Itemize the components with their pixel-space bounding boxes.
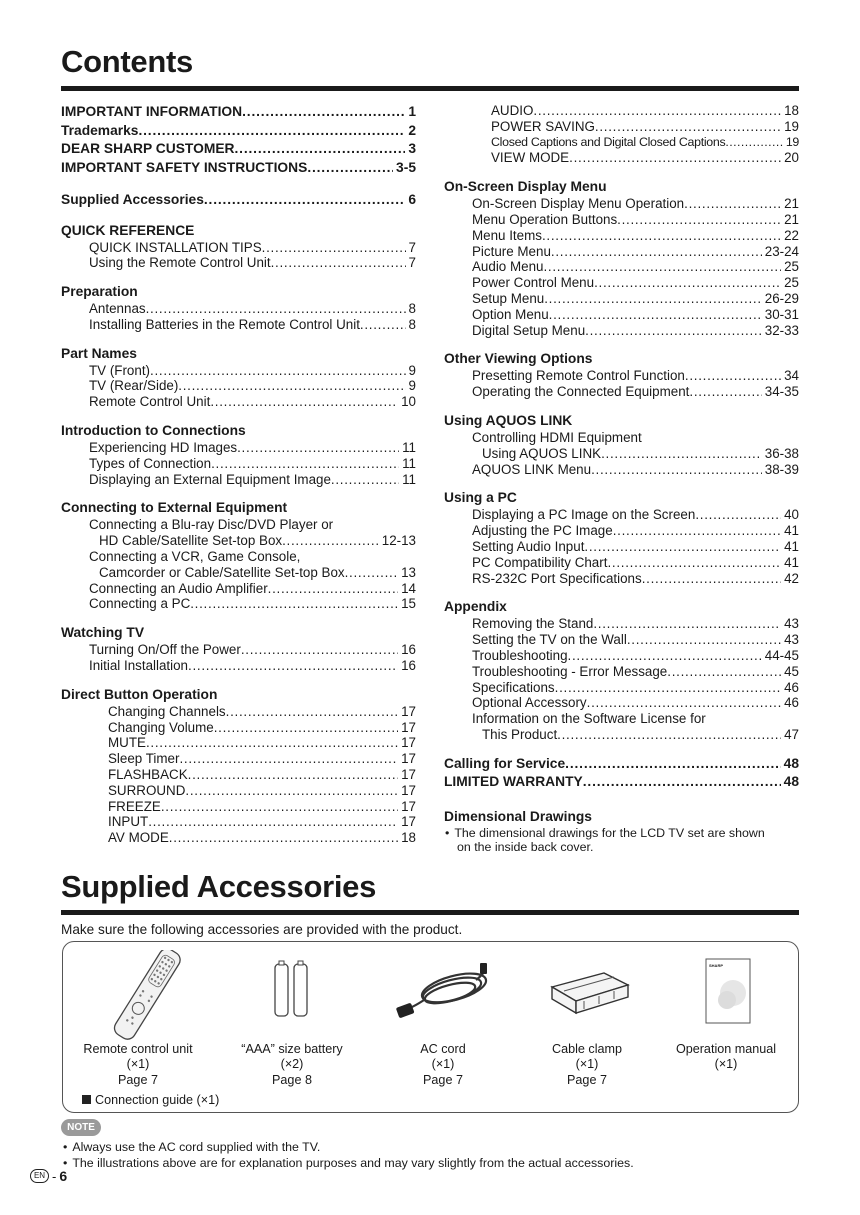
toc-section-heading: Dimensional Drawings [444,808,592,824]
toc-entry[interactable]: Specifications . . . 46 [472,680,799,696]
square-bullet-icon [82,1095,91,1104]
toc-entry[interactable]: Types of Connection . . . 11 [89,456,416,472]
toc-entry[interactable]: Camcorder or Cable/Satellite Set-top Box . . . 13 [89,565,416,581]
toc-entry[interactable]: Option Menu . . . 30-31 [472,307,799,323]
toc-entry[interactable]: Setting Audio Input . . . 41 [472,539,799,555]
connection-guide: Connection guide (×1) [82,1093,219,1107]
toc-section-heading: Using a PC [444,490,517,506]
toc-entry[interactable]: Setting the TV on the Wall . . . 43 [472,632,799,648]
toc-entry-line: Connecting a VCR, Game Console, [89,549,301,565]
accessory-manual: Operation manual (×1) [675,1042,777,1072]
toc-entry[interactable]: Power Control Menu . . . 25 [472,275,799,291]
toc-section-heading: QUICK REFERENCE [61,222,195,238]
toc-entry-line: Controlling HDMI Equipment [472,429,642,445]
toc-entry[interactable]: Initial Installation . . . 16 [89,658,416,674]
toc-entry[interactable]: Turning On/Off the Power . . . 16 [89,642,416,658]
toc-entry[interactable]: Audio Menu . . . 25 [472,259,799,275]
toc-entry[interactable]: Troubleshooting . . . 44-45 [472,648,799,664]
toc-section-heading: Using AQUOS LINK [444,412,573,428]
toc-top-entries [61,103,416,177]
dimensional-note-cont: on the inside back cover. [457,840,594,855]
toc-section-heading: Connecting to External Equipment [61,500,288,516]
cable-clamp-icon [544,965,634,1020]
toc-entry[interactable]: Setup Menu . . . 26-29 [472,291,799,307]
toc-entry[interactable]: Digital Setup Menu . . . 32-33 [472,323,799,339]
toc-entry[interactable]: On-Screen Display Menu Operation . . . 21 [472,196,799,212]
toc-entry-line: Connecting a Blu-ray Disc/DVD Player or [89,517,334,533]
toc-entry[interactable]: TV (Front) . . . 9 [89,363,416,379]
accessory-battery: “AAA” size battery (×2) Page 8 [241,1042,343,1087]
toc-entry[interactable]: IMPORTANT SAFETY INSTRUCTIONS . . . 3-5 [61,159,416,178]
toc-entry[interactable]: Presetting Remote Control Function . . . 34 [472,368,799,384]
toc-section-heading: Introduction to Connections [61,423,246,439]
toc-entry[interactable]: PC Compatibility Chart . . . 41 [472,555,799,571]
manual-logo: SHARP [709,963,724,968]
toc-section-heading: Watching TV [61,625,145,641]
toc-entry[interactable]: Adjusting the PC Image . . . 41 [472,523,799,539]
toc-entry[interactable]: LIMITED WARRANTY . . . 48 [444,773,799,792]
language-badge: EN [30,1169,49,1183]
toc-entry[interactable]: DEAR SHARP CUSTOMER . . . 3 [61,140,416,159]
toc-entry[interactable]: MUTE . . . 17 [108,735,416,751]
footer-separator: - [52,1168,57,1184]
toc-entry[interactable]: Sleep Timer . . . 17 [108,751,416,767]
page-number: 6 [59,1168,68,1184]
toc-entry[interactable]: HD Cable/Satellite Set-top Box . . . 12-13 [89,533,416,549]
ac-cord-icon [394,960,490,1025]
toc-entry[interactable]: Changing Channels . . . 17 [108,704,416,720]
contents-title: Contents [61,44,193,79]
toc-entry[interactable]: Picture Menu . . . 23-24 [472,244,799,260]
toc-entry[interactable]: AQUOS LINK Menu . . . 38-39 [472,462,799,478]
toc-entry[interactable]: Trademarks . . . 2 [61,122,416,141]
toc-right-column [444,103,799,855]
toc-entry[interactable]: AUDIO . . . 18 [491,103,799,119]
toc-entry[interactable]: AV MODE . . . 18 [108,830,416,846]
toc-entry[interactable]: Displaying an External Equipment Image . . . 11 [89,472,416,488]
note-badge: NOTE [61,1119,101,1136]
toc-entry[interactable]: Changing Volume . . . 17 [108,720,416,736]
toc-entry[interactable]: Remote Control Unit . . . 10 [89,394,416,410]
toc-entry[interactable]: Using the Remote Control Unit . . . 7 [89,255,416,271]
toc-entry[interactable]: FLASHBACK . . . 17 [108,767,416,783]
toc-entry[interactable]: Closed Captions and Digital Closed Captions . . . 19 [491,135,799,151]
notes-list [63,1140,634,1171]
toc-entry[interactable]: Using AQUOS LINK . . . 36-38 [472,446,799,462]
toc-entry[interactable]: Connecting an Audio Amplifier . . . 14 [89,581,416,597]
toc-entry[interactable]: INPUT . . . 17 [108,814,416,830]
toc-entry[interactable]: SURROUND . . . 17 [108,783,416,799]
toc-entry[interactable]: Antennas . . . 8 [89,301,416,317]
toc-entry[interactable]: IMPORTANT INFORMATION . . . 1 [61,103,416,122]
dimensional-note: • The dimensional drawings for the LCD TV set are shown [445,825,765,840]
accessory-remote: Remote control unit (×1) Page 7 [83,1042,193,1087]
toc-entry[interactable]: Removing the Stand . . . 43 [472,616,799,632]
toc-section-heading: Other Viewing Options [444,351,593,367]
toc-entry[interactable]: VIEW MODE . . . 20 [491,150,799,166]
toc-section-heading: Preparation [61,284,138,300]
toc-entry[interactable]: This Product . . . 47 [472,727,799,743]
toc-entry[interactable]: Displaying a PC Image on the Screen . . . 40 [472,507,799,523]
toc-entry[interactable]: FREEZE . . . 17 [108,799,416,815]
toc-entry-supplied[interactable]: Supplied Accessories . . . 6 [61,191,416,210]
toc-entry-line: Information on the Software License for [472,711,706,727]
supplied-title: Supplied Accessories [61,869,377,904]
toc-entry[interactable]: Optional Accessory . . . 46 [472,695,799,711]
note-item: • Always use the AC cord supplied with the TV. [63,1140,634,1156]
toc-entry[interactable]: Operating the Connected Equipment . . . 34-35 [472,384,799,400]
toc-section-heading: Part Names [61,345,137,361]
supplied-intro: Make sure the following accessories are provided with the product. [61,922,463,937]
toc-entry[interactable]: Installing Batteries in the Remote Control Unit . . . 8 [89,317,416,333]
toc-entry[interactable]: Experiencing HD Images . . . 11 [89,440,416,456]
toc-entry[interactable]: Connecting a PC . . . 15 [89,596,416,612]
remote-control-icon [104,950,194,1040]
accessory-cable-clamp: Cable clamp (×1) Page 7 [552,1042,622,1087]
toc-entry[interactable]: QUICK INSTALLATION TIPS . . . 7 [89,240,416,256]
toc-section-heading: On-Screen Display Menu [444,179,607,195]
toc-entry[interactable]: Menu Operation Buttons . . . 21 [472,212,799,228]
toc-section-heading: Direct Button Operation [61,686,218,702]
supplied-rule [61,910,799,915]
toc-entry[interactable]: Menu Items . . . 22 [472,228,799,244]
contents-rule [61,86,799,91]
note-item: • The illustrations above are for explanation purposes and may vary slightly from the actual accessories. [63,1156,634,1172]
accessory-ac-cord: AC cord (×1) Page 7 [420,1042,466,1087]
battery-icon [272,960,312,1020]
toc-entry[interactable]: TV (Rear/Side) . . . 9 [89,378,416,394]
toc-entry[interactable]: POWER SAVING . . . 19 [491,119,799,135]
page-footer [30,1168,67,1184]
toc-entry[interactable]: RS-232C Port Specifications . . . 42 [472,571,799,587]
toc-section-heading: Appendix [444,599,507,615]
toc-entry[interactable]: Calling for Service . . . 48 [444,755,799,774]
toc-left-column [61,103,416,846]
toc-entry[interactable]: Troubleshooting - Error Message . . . 45 [472,664,799,680]
